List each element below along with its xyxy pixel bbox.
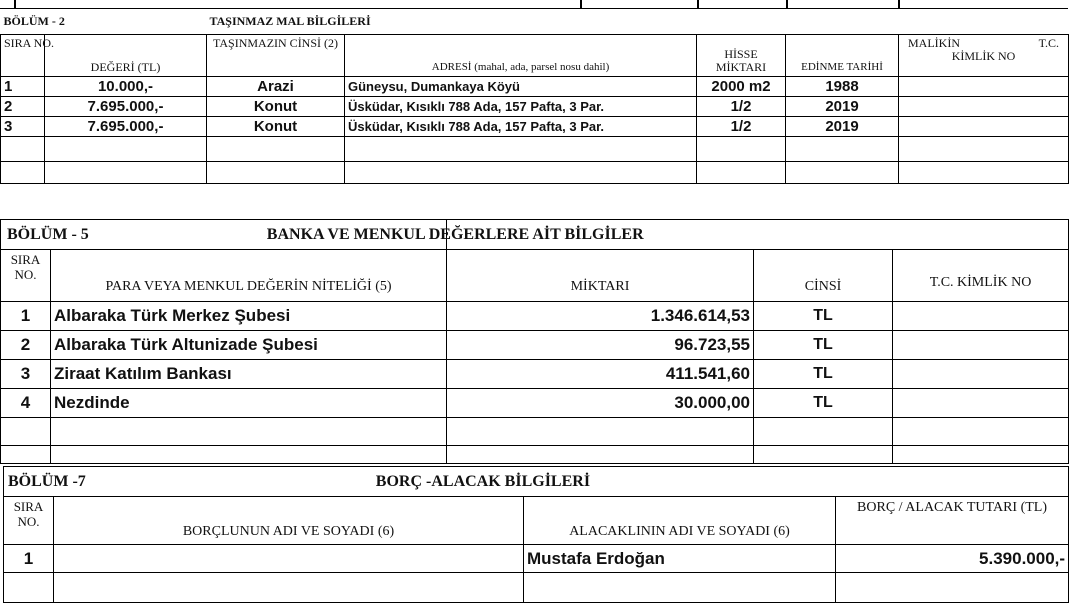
table-header-row (1, 34, 1069, 76)
header-malikin (899, 34, 1069, 76)
header-adresi: ADRESİ (mahal, ada, parsel nosu dahil) (345, 34, 697, 76)
row-hisse: 2000 m2 (697, 76, 786, 96)
row-nitelik: Albaraka Türk Merkez Şubesi (51, 302, 447, 331)
section-5 (0, 219, 1069, 464)
header-degeri: DEĞERİ (TL) (45, 34, 207, 76)
table-row (1, 360, 1069, 389)
row-kimlik (899, 96, 1069, 116)
row-miktar: 411.541,60 (447, 360, 754, 389)
section-label: BÖLÜM -7 (8, 472, 86, 490)
row-hisse: 1/2 (697, 116, 786, 136)
section-7 (3, 466, 1069, 603)
row-no: 4 (1, 389, 51, 418)
header-nitelik: PARA VEYA MENKUL DEĞERİN NİTELİĞİ (5) (51, 250, 447, 302)
previous-table-strip (0, 0, 1068, 10)
header-tc-label: T.C. (1038, 35, 1060, 50)
row-cins: TL (754, 389, 893, 418)
bank-securities-table (0, 219, 1069, 464)
row-no: 1 (4, 545, 54, 573)
table-row (1, 76, 1069, 96)
row-deger: 7.695.000,- (45, 116, 207, 136)
table-row (1, 331, 1069, 360)
section-2 (0, 10, 1069, 184)
row-kimlik (899, 116, 1069, 136)
row-tarih: 2019 (786, 116, 899, 136)
empty-row (1, 446, 1069, 464)
row-hisse: 1/2 (697, 96, 786, 116)
empty-row (1, 136, 1069, 161)
row-cins: TL (754, 360, 893, 389)
section-title: BANKA VE MENKUL DEĞERLERE AİT BİLGİLER (266, 225, 644, 243)
row-alacakli: Mustafa Erdoğan (524, 545, 836, 573)
row-no: 2 (1, 96, 45, 116)
row-deger: 7.695.000,- (45, 96, 207, 116)
debt-receivable-table (3, 466, 1069, 603)
row-no: 1 (1, 302, 51, 331)
real-estate-table (0, 10, 1069, 184)
row-adres: Üsküdar, Kısıklı 788 Ada, 157 Pafta, 3 Par. (345, 96, 697, 116)
header-sira: SIRA NO. (1, 250, 51, 302)
section-label: BÖLÜM - 5 (7, 225, 89, 243)
empty-row (1, 418, 1069, 446)
row-deger: 10.000,- (45, 76, 207, 96)
table-row (1, 302, 1069, 331)
header-kimlik-label: KİMLİK NO (951, 48, 1016, 63)
header-edinme: EDİNME TARİHİ (786, 34, 899, 76)
table-header-row (1, 250, 1069, 302)
header-miktar: MİKTARI (447, 250, 754, 302)
row-cins: TL (754, 331, 893, 360)
row-tc (893, 360, 1069, 389)
row-tarih: 2019 (786, 96, 899, 116)
row-cins: Arazi (207, 76, 345, 96)
row-adres: Güneysu, Dumankaya Köyü (345, 76, 697, 96)
row-no: 3 (1, 360, 51, 389)
empty-row (1, 161, 1069, 183)
section-title: BORÇ -ALACAK BİLGİLERİ (375, 472, 591, 490)
section-label-title (1, 220, 644, 250)
empty-row (4, 573, 1069, 603)
section-label: BÖLÜM - 2 (1, 10, 207, 34)
row-tarih: 1988 (786, 76, 899, 96)
row-cins: Konut (207, 116, 345, 136)
header-hisse: HİSSE MİKTARI (697, 34, 786, 76)
header-sira: SIRA NO. (1, 34, 45, 76)
row-tc (893, 389, 1069, 418)
row-tutar: 5.390.000,- (836, 545, 1069, 573)
row-miktar: 1.346.614,53 (447, 302, 754, 331)
header-sira: SIRA NO. (4, 497, 54, 545)
table-row (1, 116, 1069, 136)
row-tc (893, 331, 1069, 360)
row-no: 3 (1, 116, 45, 136)
row-adres: Üsküdar, Kısıklı 788 Ada, 157 Pafta, 3 Par. (345, 116, 697, 136)
row-nitelik: Albaraka Türk Altunizade Şubesi (51, 331, 447, 360)
row-kimlik (899, 76, 1069, 96)
row-miktar: 96.723,55 (447, 331, 754, 360)
table-header-row (4, 497, 1069, 545)
row-cins: TL (754, 302, 893, 331)
header-borclu: BORÇLUNUN ADI VE SOYADI (6) (54, 497, 524, 545)
row-nitelik: Nezdinde (51, 389, 447, 418)
section-title: TAŞINMAZ MAL BİLGİLERİ (207, 10, 1069, 34)
row-tc (893, 302, 1069, 331)
table-row (1, 389, 1069, 418)
row-borclu (54, 545, 524, 573)
header-cinsi: TAŞINMAZIN CİNSİ (2) (207, 34, 345, 76)
header-tutar: BORÇ / ALACAK TUTARI (TL) (836, 497, 1069, 545)
table-row (4, 545, 1069, 573)
section-label-title (4, 467, 1069, 497)
header-alacakli: ALACAKLININ ADI VE SOYADI (6) (524, 497, 836, 545)
header-cinsi: CİNSİ (754, 250, 893, 302)
header-tc: T.C. KİMLİK NO (893, 250, 1069, 302)
row-no: 1 (1, 76, 45, 96)
row-no: 2 (1, 331, 51, 360)
row-cins: Konut (207, 96, 345, 116)
row-miktar: 30.000,00 (447, 389, 754, 418)
row-nitelik: Ziraat Katılım Bankası (51, 360, 447, 389)
table-row (1, 96, 1069, 116)
header-malikin-label: MALİKİN (908, 35, 960, 50)
